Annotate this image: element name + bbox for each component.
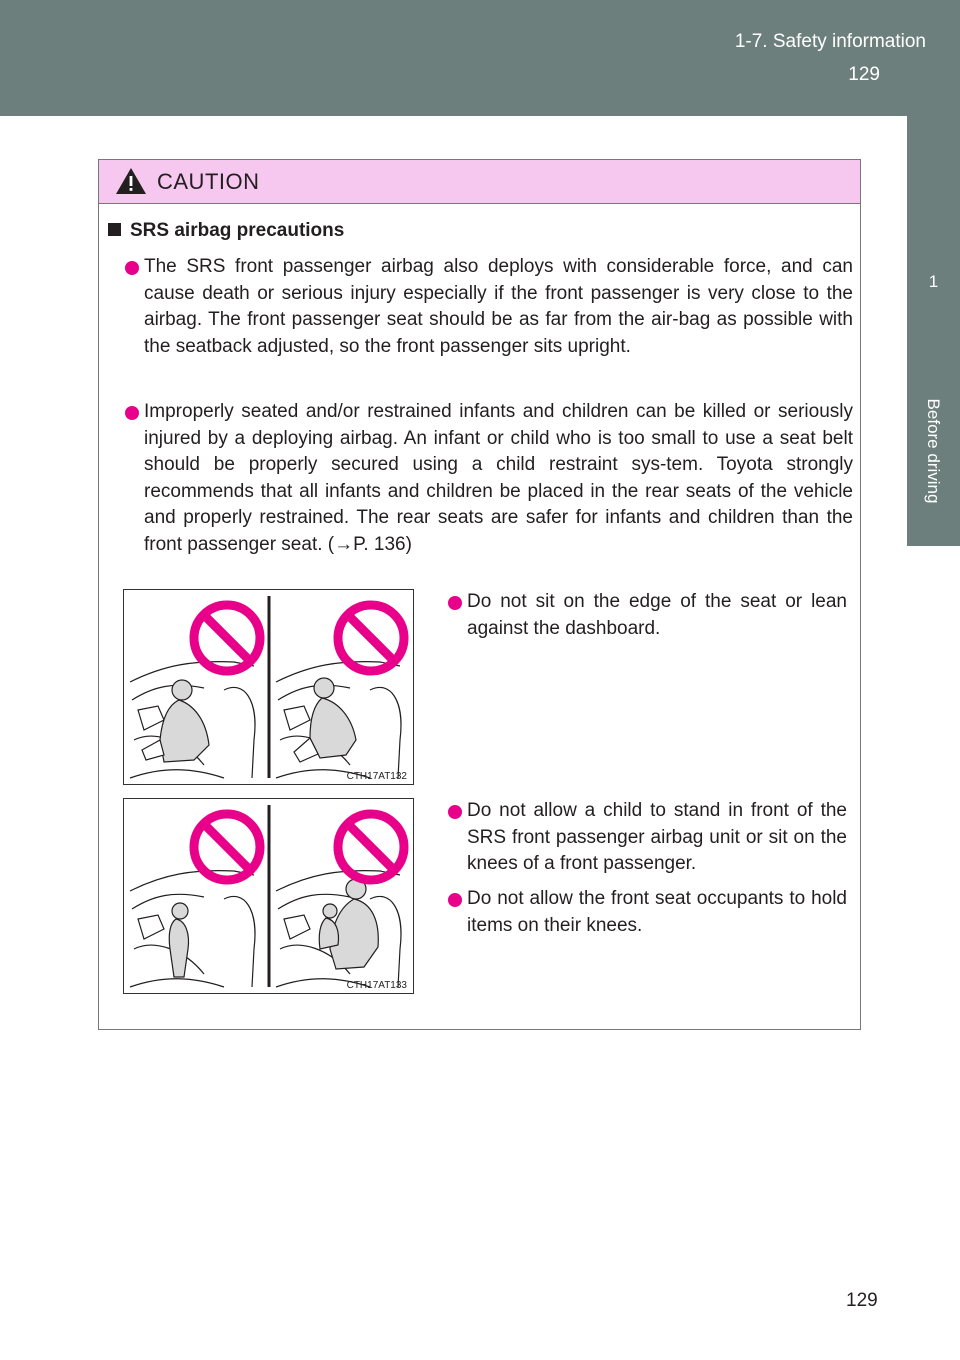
bullet-dot-icon bbox=[448, 805, 462, 819]
section-heading-text: SRS airbag precautions bbox=[130, 220, 345, 241]
passenger-on-seat-edge-right bbox=[294, 678, 356, 762]
car-interior-drawing-left bbox=[130, 871, 255, 987]
illustration-no-sitting-on-seat-edge bbox=[123, 589, 414, 785]
warning-triangle-icon bbox=[115, 167, 147, 195]
figure-note: Do not allow a child to stand in front of the SRS front passenger airbag unit or sit on the knees of a front passenger. bbox=[467, 800, 847, 874]
bullet-dot-icon bbox=[125, 406, 139, 420]
bullet-dot-icon bbox=[448, 893, 462, 907]
bullet-dot-icon bbox=[448, 596, 462, 610]
prohibition-sign-icon bbox=[194, 605, 260, 671]
square-bullet-icon bbox=[108, 223, 121, 236]
side-tab-label: Before driving bbox=[924, 398, 943, 504]
side-tab-number: 1 bbox=[928, 272, 939, 291]
figure-note: Do not allow the front seat occupants to hold items on their knees. bbox=[467, 888, 847, 936]
side-tab-number-block bbox=[907, 116, 960, 356]
section-heading bbox=[108, 220, 344, 242]
page-number: 129 bbox=[846, 1290, 878, 1311]
header-page-number: 129 bbox=[848, 64, 880, 85]
adult-holding-child-right bbox=[319, 879, 378, 969]
caution-title: CAUTION bbox=[157, 169, 260, 194]
child-standing-left bbox=[169, 903, 188, 977]
figure-code: CTH17AT132 bbox=[346, 771, 407, 782]
section-title: 1-7. Safety information bbox=[734, 31, 926, 52]
illustration-no-child-standing bbox=[123, 798, 414, 994]
header-bar bbox=[0, 0, 960, 116]
caution-item: Improperly seated and/or restrained infants and children can be killed or seriously injured by a deploying airbag. An infant or child who is too small to use a seat belt should be properly secured using a child restraint sys-tem. Toyota strongly recommends that all infants and children be placed in the rear seats of the vehicle and properly restrained. The rear seats are safer for infants and children than the front passenger seat. (→P. 136) bbox=[144, 401, 853, 555]
prohibition-sign-icon bbox=[194, 814, 260, 880]
figure-code: CTH17AT133 bbox=[346, 980, 407, 991]
bullet-dot-icon bbox=[125, 261, 139, 275]
caution-header bbox=[99, 160, 860, 204]
figure-note: Do not sit on the edge of the seat or lean against the dashboard. bbox=[467, 591, 847, 639]
passenger-leaning-left bbox=[142, 680, 209, 762]
caution-item: The SRS front passenger airbag also deploys with considerable force, and can cause death or serious injury especially if the front passenger is very close to the airbag. The front passenger seat should be as far from the air-bag as possible with the seatback adjusted, so the front passenger sits upright. bbox=[144, 256, 853, 357]
